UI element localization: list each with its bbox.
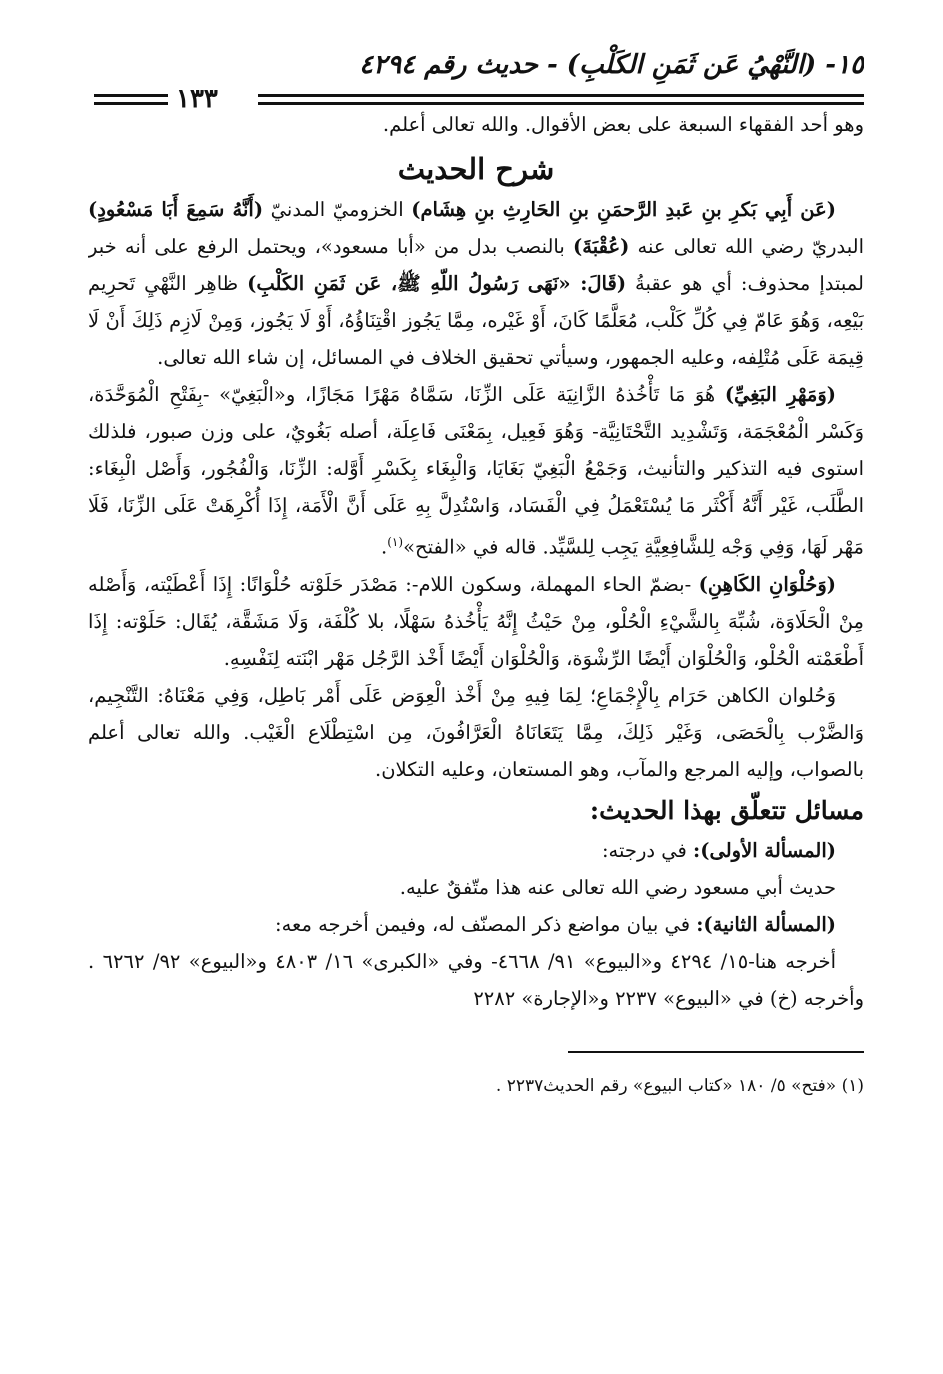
- footnote-rule: [568, 1051, 864, 1053]
- paragraph-text: في بيان مواضع ذكر المصنّف له، وفيمن أخرجه معه:: [275, 912, 697, 936]
- header-rule: [258, 102, 864, 105]
- paragraph-text: في درجته:: [601, 838, 694, 862]
- paragraph: [88, 677, 864, 788]
- paragraph-text: أخرجه هنا-١٥/ ٤٢٩٤ و«البيوع» ٩١/ ٤٦٦٨- وفي «الكبرى» ١٦/ ٤٨٠٣ و«البيوع» ٩٢/ ٦٢٦٢ . وأخرجه (خ) في «البيوع» ٢٢٣٧ و«الإجارة» ٢٢٨٢: [88, 949, 864, 1010]
- paragraph-text: البدريّ رضي الله تعالى عنه: [629, 235, 864, 258]
- paragraph: [88, 869, 864, 906]
- header-rule: [94, 102, 168, 105]
- footnote: (١) «فتح» ٥/ ١٨٠ «كتاب البيوع» رقم الحديث٢٢٣٧ .: [495, 1075, 864, 1096]
- page-number: ١٣٣: [176, 84, 218, 114]
- issue-label: (المسألة الثانية):: [696, 912, 836, 936]
- paragraph-text: بالنصب بدل من «أبا مسعود»، ويحتمل الرفع على أنه خبر لمبتدإ محذوف: أي هو عقبةُ: [88, 235, 864, 295]
- hadith-quote: (عُقْبَةَ): [573, 235, 630, 258]
- paragraph: [88, 376, 864, 566]
- hadith-quote: (عَن أَبِي بَكرِ بنِ عَبدِ الرَّحمَنِ بنِ الحَارِثِ بنِ هِشَام): [411, 198, 837, 221]
- main-text: [88, 106, 864, 1017]
- hadith-quote: (وَحُلْوَانِ الكَاهِنِ): [698, 572, 836, 596]
- section-title: شرح الحديث: [397, 152, 555, 186]
- paragraph: [88, 566, 864, 677]
- footnote-marker: (١): [387, 535, 404, 549]
- paragraph-text: حديث أبي مسعود رضي الله تعالى عنه هذا متّفقٌ عليه.: [399, 875, 836, 899]
- paragraph-text: وَحُلوان الكاهن حَرَام بِالْإِجْمَاعِ؛ لِمَا فِيهِ مِنْ أَخْذ الْعِوَض عَلَى أَمْر بَاطِل، وَفِي مَعْنَاهُ: التَّنْجِيم، وَالضَّرْب بِالْحَصَى، وَغَيْر ذَلِكَ، مِمَّا يَتَعَانَاهُ الْعَرَّافُونَ، مِن اسْتِطْلَاع الْغَيْب. والله تعالى أعلم بالصواب، وإليه المرجع والمآب، وهو المستعان، وعليه التكلان.: [88, 683, 864, 781]
- paragraph-text: -بضمّ الحاء المهملة، وسكون اللام-: مَصْدَر حَلَوْته حُلْوَانًا: إِذَا أَعْطَيْته، وَأَصْله مِنْ الْحَلَاوَة، شُبِّهَ بِالشَّيْءِ الْحُلْو، مِنْ حَيْثُ إِنَّهُ يَأْخُذهُ سَهْلًا، بلا كُلْفَة، وَلَا مَشَقَّة، يُقَال: حَلَوْته: إِذَا أَطْعَمْته الْحُلْو، وَالْحُلْوَان أَيْضًا الرِّشْوَة، وَالْحُلْوَان أَيْضًا أَخْذ الرَّجُل مَهْر ابْنَته لِنَفْسِهِ.: [88, 572, 864, 670]
- hadith-quote: (قَالَ: «نَهَى رَسُولُ اللّهِ ﷺ، عَن ثَمَنِ الكَلْبِ): [247, 272, 627, 295]
- paragraph-text: ظاهِر النَّهْيِ تَحرِيم بَيْعِه، وَهُوَ عَامّ فِي كُلِّ كَلْب، مُعَلَّمًا كَانَ، أَوْ غَيْره، مِمَّا يَجُوز اقْتِنَاؤُهُ، أَوْ لَا يَجُوز، وَمِنْ لَازِم ذَلِكَ أَنْ لَا قِيمَة عَلَى مُتْلِفه، وعليه الجمهور، وسيأتي تحقيق الخلاف في المسائل، إن شاء الله تعالى.: [88, 272, 864, 369]
- paragraph-text: الخزوميّ المدنيّ: [263, 198, 412, 221]
- header-rule: [258, 94, 864, 97]
- book-page: [88, 44, 864, 1344]
- paragraph: [88, 906, 864, 943]
- header-rule: [94, 94, 168, 97]
- paragraph-text: .: [381, 535, 388, 559]
- running-title: ١٥- (النَّهْيُ عَن ثَمَنِ الكَلْبِ) - حديث رقم ٤٢٩٤: [359, 50, 864, 80]
- paragraph-text: هُوَ مَا تَأْخُذهُ الزَّانِيَة عَلَى الزِّنَا، سَمَّاهُ مَهْرًا مَجَازًا، و«الْبَغِيّ» -بِفَتْحِ الْمُوَحَّدَة، وَكَسْر الْمُعْجَمَة، وَتَشْدِيد التَّحْتَانِيَّة- وَهُوَ فَعِيل، بِمَعْنَى فَاعِلَة، أصله بَغُويٌ، على وزن صبور، فلذلك استوى فيه التذكير والتأنيث، وَجَمْعُ الْبَغِيّ بَغَايَا، وَالْبِغَاء بِكَسْرِ أَوَّله: الزِّنَا، وَالْفُجُور، وَأَصْل الْبِغَاء: الطَّلَب، غَيْر أَنَّهُ أَكْثَر مَا يُسْتَعْمَلُ فِي الْفَسَاد، وَاسْتُدِلَّ بِهِ عَلَى أَنَّ الْأَمَة، إِذَا أُكْرِهَتْ عَلَى الزِّنَا، فَلَا مَهْر لَهَا، وَفِي وَجْه لِلشَّافِعِيَّةِ يَجِب لِلسَّيِّد. قاله في «الفتح»: [88, 383, 864, 559]
- hadith-quote: (أَنَّهُ سَمِعَ أَبَا مَسْعُودٍ): [88, 198, 264, 221]
- subsection-title: مسائل تتعلّق بهذا الحديث:: [589, 795, 864, 825]
- paragraph: [88, 832, 864, 869]
- hadith-quote: (وَمَهْرِ البَغِيِّ): [724, 383, 836, 406]
- paragraph-text: وهو أحد الفقهاء السبعة على بعض الأقوال. والله تعالى أعلم.: [382, 113, 864, 136]
- paragraph: [88, 943, 864, 1017]
- issue-label: (المسألة الأولى):: [693, 838, 836, 862]
- paragraph: [88, 191, 864, 376]
- page-header: [88, 44, 864, 114]
